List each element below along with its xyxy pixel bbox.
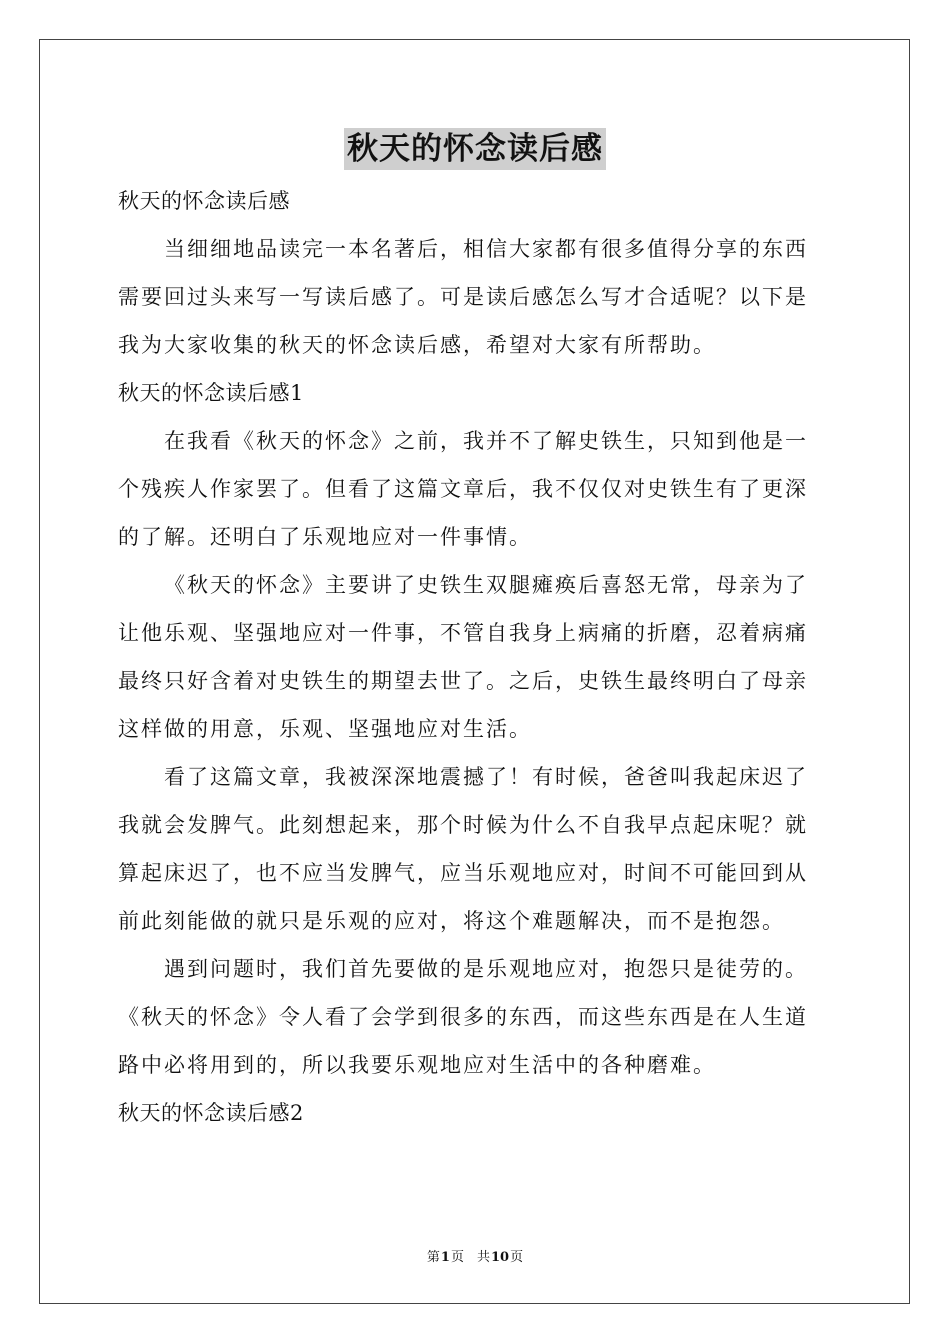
paragraph-line: 看了这篇文章，我被深深地震撼了！有时候，爸爸叫我起床迟了 [164,765,808,789]
paragraph-line: 算起床迟了，也不应当发脾气，应当乐观地应对，时间不可能回到从 [118,861,808,885]
section-heading: 秋天的怀念读后感1 [118,381,304,405]
page-mid: 页 共 [450,1250,490,1265]
page-prefix: 第 [426,1250,440,1265]
page-current: 1 [440,1250,450,1265]
paragraph-line: 路中必将用到的，所以我要乐观地应对生活中的各种磨难。 [118,1053,716,1077]
paragraph-line: 个残疾人作家罢了。但看了这篇文章后，我不仅仅对史铁生有了更深 [118,477,808,501]
paragraph-line: 《秋天的怀念》主要讲了史铁生双腿瘫痪后喜怒无常，母亲为了 [164,573,808,597]
paragraph-line: 最终只好含着对史铁生的期望去世了。之后，史铁生最终明白了母亲 [118,669,808,693]
page-number [426,1250,524,1265]
section-heading: 秋天的怀念读后感2 [118,1101,304,1125]
paragraph-line: 这样做的用意，乐观、坚强地应对生活。 [118,717,532,741]
paragraph-line: 需要回过头来写一写读后感了。可是读后感怎么写才合适呢？以下是 [118,285,808,309]
page-suffix: 页 [510,1250,524,1265]
paragraph-line: 遇到问题时，我们首先要做的是乐观地应对，抱怨只是徒劳的。 [164,957,808,981]
paragraph-line: 的了解。还明白了乐观地应对一件事情。 [118,525,532,549]
page-total: 10 [490,1250,510,1265]
paragraph-line: 前此刻能做的就只是乐观的应对，将这个难题解决，而不是抱怨。 [118,909,785,933]
document-title: 秋天的怀念读后感 [344,128,606,170]
paragraph-line: 我就会发脾气。此刻想起来，那个时候为什么不自我早点起床呢？就 [118,813,808,837]
paragraph-line: 在我看《秋天的怀念》之前，我并不了解史铁生，只知到他是一 [164,429,808,453]
section-heading: 秋天的怀念读后感 [118,189,290,213]
document-body [118,177,838,1137]
paragraph-line: 我为大家收集的秋天的怀念读后感，希望对大家有所帮助。 [118,333,716,357]
title-container [0,128,950,170]
paragraph-line: 当细细地品读完一本名著后，相信大家都有很多值得分享的东西 [164,237,808,261]
paragraph-line: 让他乐观、坚强地应对一件事，不管自我身上病痛的折磨，忍着病痛 [118,621,808,645]
page-footer [0,1246,950,1265]
paragraph-line: 《秋天的怀念》令人看了会学到很多的东西，而这些东西是在人生道 [118,1005,808,1029]
